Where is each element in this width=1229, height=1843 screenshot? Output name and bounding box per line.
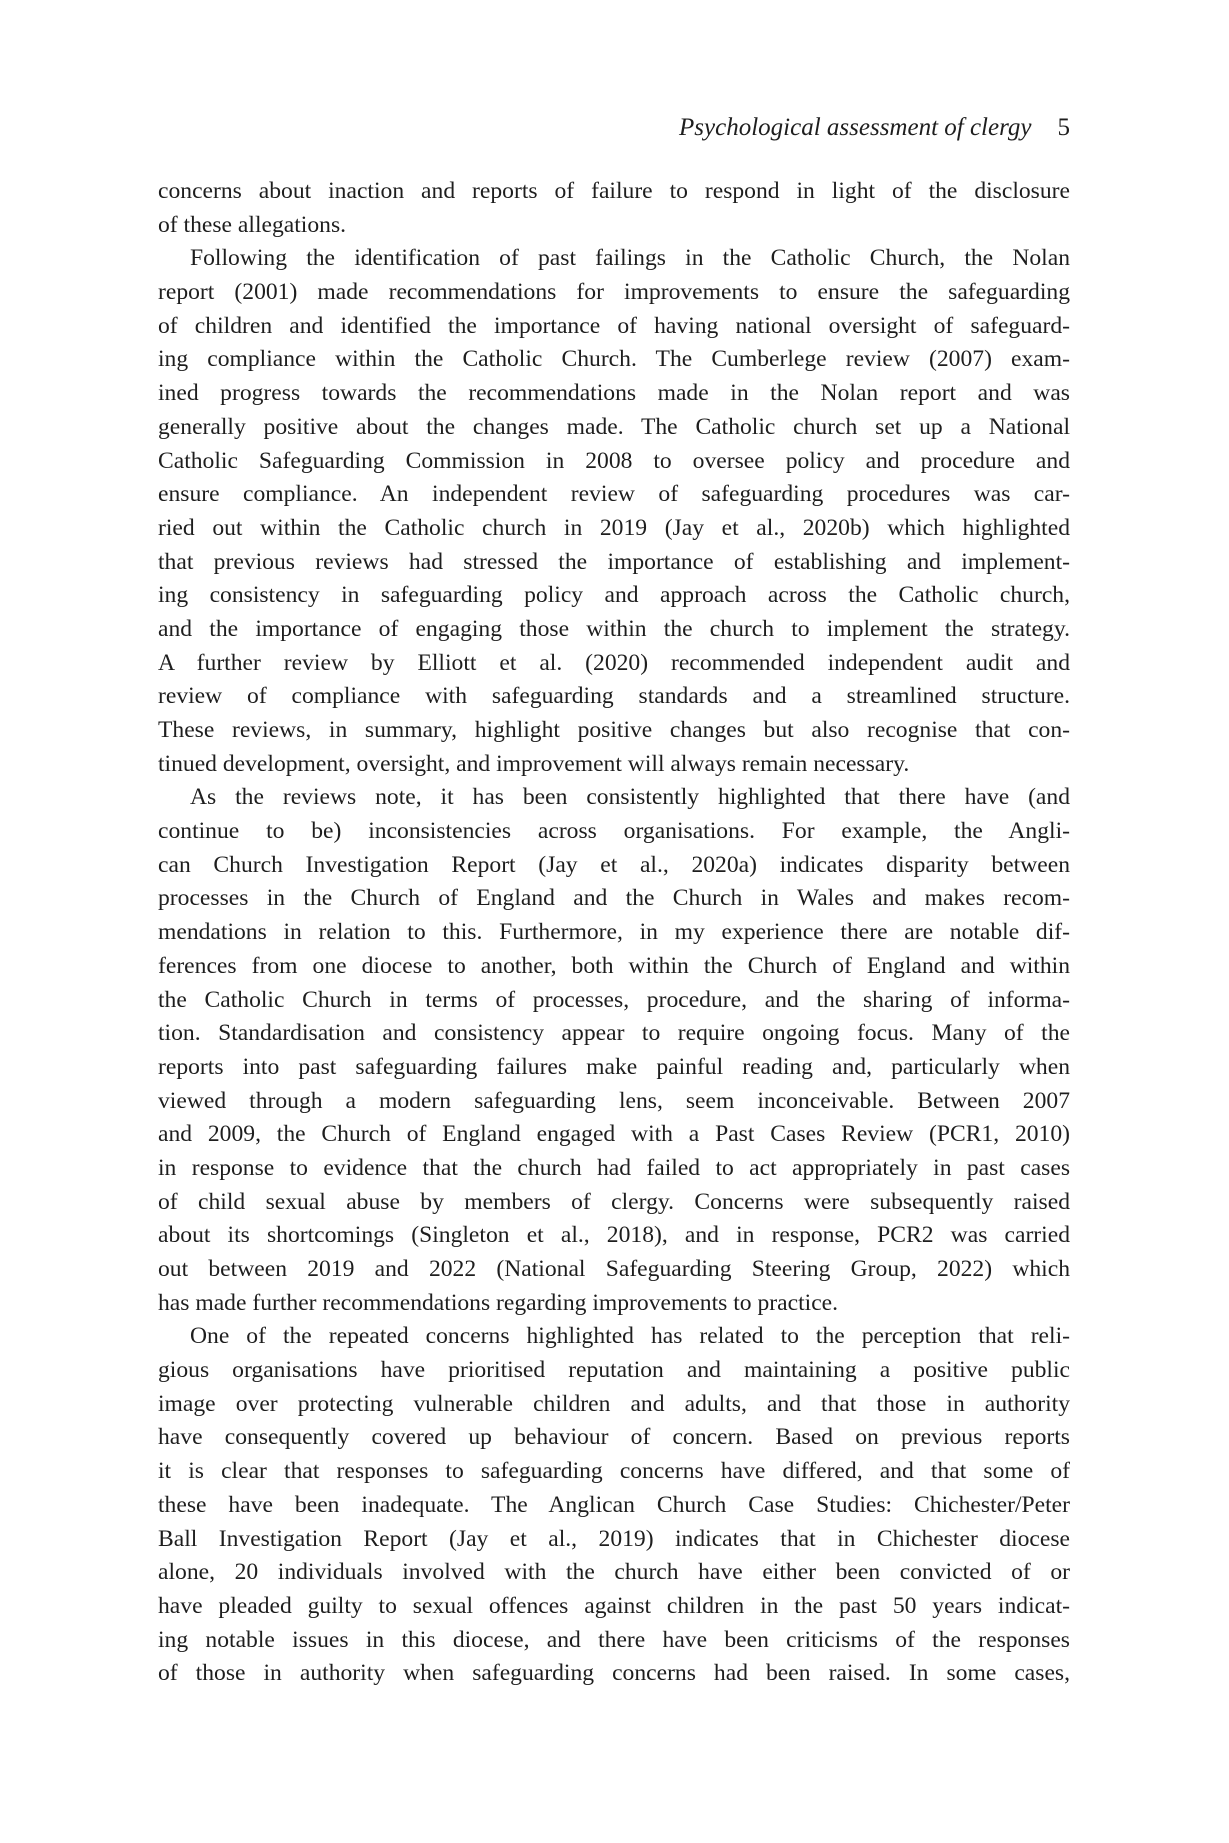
body-text	[158, 175, 1070, 1691]
text-line: reports into past safeguarding failures make painful reading and, particularly when	[158, 1053, 1070, 1080]
text-line: of these allegations.	[158, 211, 347, 238]
text-line: it is clear that responses to safeguarding concerns have differed, and that some of	[158, 1458, 1070, 1485]
paragraph	[158, 781, 1070, 1320]
text-line: and 2009, the Church of England engaged with a Past Cases Review (PCR1, 2010)	[158, 1121, 1070, 1148]
text-line: Ball Investigation Report (Jay et al., 2019) indicates that in Chichester diocese	[158, 1525, 1070, 1552]
text-line: can Church Investigation Report (Jay et al., 2020a) indicates disparity between	[158, 851, 1070, 878]
text-line: One of the repeated concerns highlighted has related to the perception that reli-	[190, 1323, 1070, 1350]
text-line: ferences from one diocese to another, both within the Church of England and within	[158, 952, 1070, 979]
text-line: has made further recommendations regarding improvements to practice.	[158, 1289, 839, 1316]
text-line: ing consistency in safeguarding policy and approach across the Catholic church,	[158, 582, 1070, 609]
running-head	[158, 112, 1070, 144]
paragraph	[158, 242, 1070, 781]
paragraph	[158, 175, 1070, 242]
text-line: about its shortcomings (Singleton et al., 2018), and in response, PCR2 was carried	[158, 1222, 1070, 1249]
text-line: tinued development, oversight, and improvement will always remain necessary.	[158, 750, 910, 777]
text-line: of those in authority when safeguarding concerns had been raised. In some cases,	[158, 1660, 1070, 1687]
text-line: the Catholic Church in terms of processes, procedure, and the sharing of informa-	[158, 986, 1070, 1013]
paragraph	[158, 1320, 1070, 1691]
text-line: of child sexual abuse by members of clergy. Concerns were subsequently raised	[158, 1188, 1070, 1215]
text-line: in response to evidence that the church had failed to act appropriately in past cases	[158, 1154, 1070, 1181]
text-line: A further review by Elliott et al. (2020) recommended independent audit and	[158, 649, 1070, 676]
text-line: Following the identification of past failings in the Catholic Church, the Nolan	[190, 245, 1070, 272]
text-line: and the importance of engaging those within the church to implement the strategy.	[158, 615, 1070, 642]
text-line: ensure compliance. An independent review of safeguarding procedures was car-	[158, 481, 1070, 508]
text-line: alone, 20 individuals involved with the church have either been convicted of or	[158, 1559, 1070, 1586]
text-line: these have been inadequate. The Anglican Church Case Studies: Chichester/Peter	[158, 1491, 1070, 1518]
text-line: Catholic Safeguarding Commission in 2008 to oversee policy and procedure and	[158, 447, 1070, 474]
text-line: review of compliance with safeguarding standards and a streamlined structure.	[158, 683, 1070, 710]
text-line: have pleaded guilty to sexual offences against children in the past 50 years indicat-	[158, 1592, 1070, 1619]
text-line: of children and identified the importance of having national oversight of safeguard-	[158, 312, 1070, 339]
running-head-title: Psychological assessment of clergy	[679, 114, 1032, 141]
text-line: ing compliance within the Catholic Church. The Cumberlege review (2007) exam-	[158, 346, 1070, 373]
text-line: ried out within the Catholic church in 2019 (Jay et al., 2020b) which highlighted	[158, 514, 1070, 541]
text-line: These reviews, in summary, highlight positive changes but also recognise that con-	[158, 717, 1070, 743]
text-line: generally positive about the changes made. The Catholic church set up a National	[158, 413, 1070, 440]
text-line: mendations in relation to this. Furthermore, in my experience there are notable dif-	[158, 919, 1070, 946]
text-line: concerns about inaction and reports of failure to respond in light of the disclosure	[158, 178, 1070, 204]
text-line: gious organisations have prioritised reputation and maintaining a positive public	[158, 1357, 1070, 1384]
text-line: continue to be) inconsistencies across organisations. For example, the Angli-	[158, 818, 1070, 845]
page-number: 5	[1057, 114, 1070, 141]
text-line: As the reviews note, it has been consistently highlighted that there have (and	[190, 784, 1070, 811]
text-line: ined progress towards the recommendations made in the Nolan report and was	[158, 380, 1070, 407]
text-line: report (2001) made recommendations for improvements to ensure the safeguarding	[158, 279, 1070, 306]
text-line: image over protecting vulnerable children and adults, and that those in authority	[158, 1390, 1070, 1417]
text-line: processes in the Church of England and the Church in Wales and makes recom-	[158, 885, 1070, 912]
text-line: that previous reviews had stressed the importance of establishing and implement-	[158, 548, 1070, 575]
text-line: out between 2019 and 2022 (National Safeguarding Steering Group, 2022) which	[158, 1256, 1070, 1282]
text-line: viewed through a modern safeguarding lens, seem inconceivable. Between 2007	[158, 1087, 1070, 1114]
text-line: tion. Standardisation and consistency appear to require ongoing focus. Many of the	[158, 1020, 1070, 1047]
text-line: have consequently covered up behaviour of concern. Based on previous reports	[158, 1424, 1070, 1451]
text-line: ing notable issues in this diocese, and there have been criticisms of the responses	[158, 1626, 1070, 1653]
